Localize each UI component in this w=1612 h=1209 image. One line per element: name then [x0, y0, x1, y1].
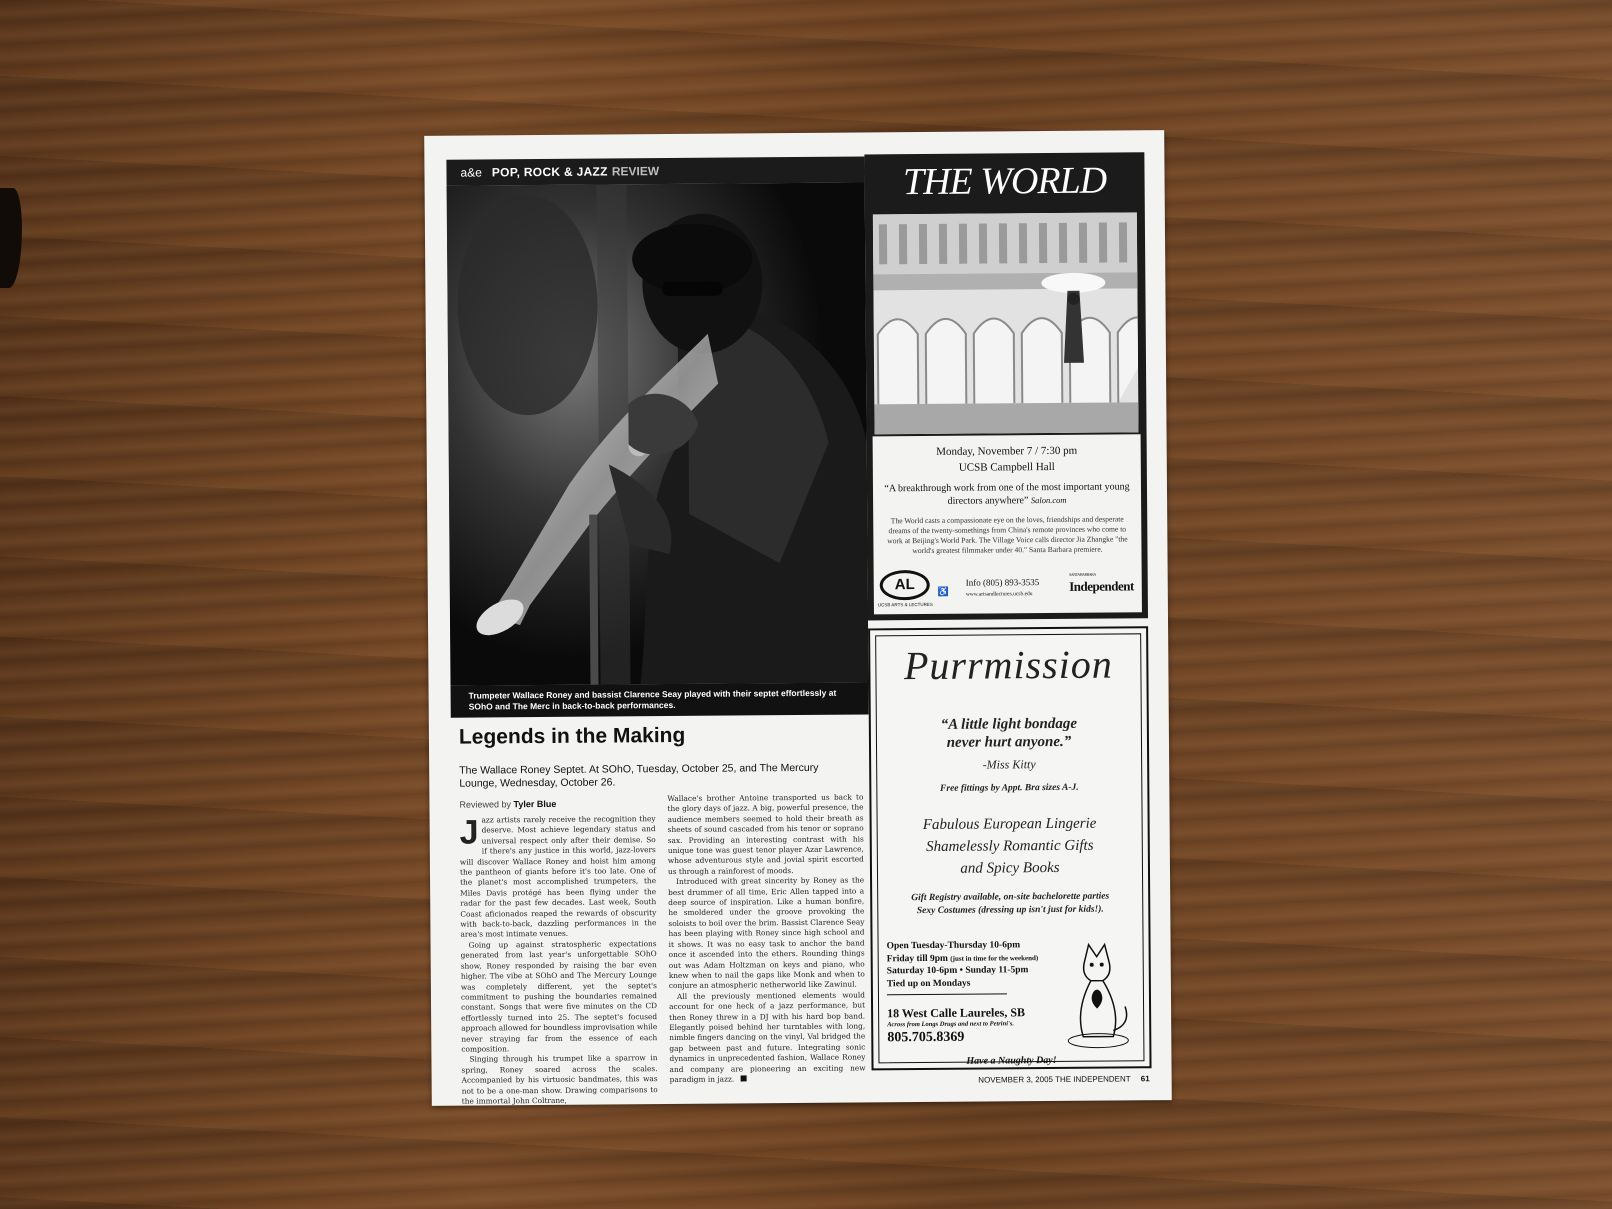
quote-source: Salon.com [1030, 494, 1067, 506]
paragraph: azz artists rarely receive the recognition they deserve. Most achieve legendary status and universal respect only after their demise. So if there's any justice in this world, jazz-lovers will discover Wallace Roney and hoist him among the pantheon of giants before it's too late. One of the planet's most accomplished trumpeters, the Miles Davis protégé has been flying under the radar for the past few decades. Last week, South Coast aficionados reaped the rewards of obscurity with back-to-back, dazzling performances in the area's most intimate venues. [459, 814, 657, 940]
purrmission-quote [877, 714, 1141, 752]
newspaper-page [424, 130, 1172, 1106]
hours-line: Tied up on Mondays [886, 978, 971, 989]
independent-logo-small: SANTA BARBARA [1069, 571, 1096, 577]
arts-lectures-logo: AL [880, 570, 930, 600]
trumpeter-photo [447, 182, 869, 685]
purrmission-fittings: Free fittings by Appt. Bra sizes A-J. [939, 782, 1079, 794]
world-ad-photo [873, 212, 1139, 434]
paragraph: Going up against stratospheric expectations generated from last year's unforgettable SOhO show, Roney responded by raising the bar even higher. The vibe at SOhO and The Mercury Lounge was completely different, yet the septet's commitment to pushing the boundaries remained constant. Songs that were five minutes on the CD effortlessly turned into 25. The septet's focused approach allowed for boundless improvisation while never straying far from the essence of each composition. [460, 938, 658, 1054]
byline [459, 799, 556, 810]
quote-line: “A little light bondage [940, 715, 1078, 733]
arcade-illustration [873, 212, 1139, 434]
world-ad-text [873, 434, 1142, 614]
wood-stain [0, 188, 22, 288]
article-column-1 [460, 814, 658, 1107]
purrmission-services [878, 890, 1142, 918]
purrmission-title: Purrmission [903, 641, 1113, 689]
page-number: 61 [1140, 1074, 1150, 1084]
purrmission-tagline: Have a Naughty Day! [966, 1054, 1057, 1067]
purrmission-attribution: -Miss Kitty [982, 757, 1036, 772]
purrmission-address-note: Across from Longs Drugs and next to Petrini's. [887, 1020, 1015, 1029]
article-headline: Legends in the Making [458, 723, 686, 749]
accessibility-icon: ♿ [937, 587, 950, 598]
the-world-ad [864, 152, 1148, 620]
section-ae: a&e [460, 165, 482, 180]
paragraph: Wallace's brother Antoine transported us back to the glory days of jazz. A big, powerful presence, the audience members seemed to hold their breath as sheets of sound cascaded from his tenor or soprano sax. Providing an interesting contrast with his unique tone was guest tenor player Azar Lawrence, whose adventurous style and jovial spirit escorted us through a rainforest of moods. [667, 792, 864, 876]
paragraph: Singing through his trumpet like a sparrow in spring, Roney soared across the scales. Accompanied by his virtuosic bandmates, this was not to be a one-man show. Drawing comparisons to the immortal John Coltrane, [461, 1053, 658, 1106]
section-review: REVIEW [611, 164, 660, 179]
dropcap: J [459, 813, 479, 852]
purrmission-ad-border [875, 633, 1144, 1067]
independent-logo [1069, 571, 1134, 595]
page-footer [978, 1074, 1149, 1084]
purrmission-products [878, 812, 1143, 880]
hours-note: (just in time for the weekend) [950, 953, 1039, 963]
world-ad-title: THE WORLD [902, 159, 1107, 204]
footer-paper: THE INDEPENDENT [1055, 1074, 1131, 1084]
arts-lectures-caption: UCSB ARTS & LECTURES [877, 601, 933, 608]
service-line: Sexy Costumes (dressing up isn't just for kids!). [916, 904, 1104, 917]
world-ad-url: www.artsandlectures.ucsb.edu [965, 591, 1033, 598]
divider [887, 993, 1007, 995]
article-column-2 [667, 792, 865, 1085]
hours-line: Saturday 10-6pm • Sunday 11-5pm [886, 965, 1029, 977]
end-mark-icon [740, 1075, 746, 1081]
product-line: Shamelessly Romantic Gifts [925, 837, 1094, 856]
world-ad-quote [883, 480, 1131, 508]
purrmission-phone: 805.705.8369 [887, 1029, 965, 1046]
photo-caption: Trumpeter Wallace Roney and bassist Clarence Seay played with their septet effortlessly at SOhO and The Merc in back-to-back performances. [451, 682, 869, 717]
independent-logo-text: Independent [1069, 578, 1134, 594]
product-line: and Spicy Books [960, 859, 1060, 877]
world-ad-venue: UCSB Campbell Hall [958, 460, 1055, 474]
service-line: Gift Registry available, on-site bachelorette parties [911, 891, 1110, 904]
quote-text: “A breakthrough work from one of the most important young directors anywhere” [884, 481, 1130, 507]
purrmission-address: 18 West Calle Laureles, SB [887, 1005, 1026, 1021]
paragraph [669, 990, 866, 1085]
byline-label: Reviewed by [459, 799, 512, 810]
footer-date: NOVEMBER 3, 2005 [978, 1075, 1054, 1085]
purrmission-hours [887, 939, 1039, 990]
article-subhead: The Wallace Roney Septet. At SOhO, Tuesday, October 25, and The Mercury Lounge, Wednesday, October 26. [459, 761, 819, 790]
world-ad-date: Monday, November 7 / 7:30 pm [936, 444, 1078, 458]
paragraph-text: All the previously mentioned elements would account for one heck of a jazz performance, but then Roney threw in a DJ with his hard bop band. Elegantly poised behind her turntables with long, nimble fingers dancing on the vinyl, Val bridged the gap between past and future. Integrating sonic dynamics in unprecedented fashion, Wallace Roney and company are pioneering an exciting new paradigm in jazz. [669, 990, 866, 1084]
quote-line: never hurt anyone.” [946, 733, 1072, 751]
world-ad-info: Info (805) 893-3535 [965, 577, 1040, 588]
trumpeter-illustration [447, 182, 869, 685]
world-ad-footer [874, 568, 1142, 610]
byline-name: Tyler Blue [513, 798, 557, 810]
world-ad-description: The World casts a compassionate eye on the loves, friendships and desperate dreams of the twenty-somethings from China's remote provinces who come to work at Beijing's World Park. The Village Voice calls director Jia Zhangke "the world's greatest filmmaker under 40." Santa Barbara premiere. [887, 514, 1128, 556]
hours-line: Open Tuesday-Thursday 10-6pm [886, 940, 1021, 952]
section-title: POP, ROCK & JAZZ [491, 164, 608, 180]
hours-text: Friday till 9pm [886, 953, 948, 964]
paragraph: Introduced with great sincerity by Roney as the best drummer of all time, Eric Allen tapped into a deep source of inspiration. Like a human bonfire, he smoldered under the groove provoking the soloists to boil over the brim. Bassist Clarence Seay has been playing with Roney since high school and it shows. It was no easy task to anchor the band once it ascended into the ethers. Rounding things out was Adam Holtzman on keys and piano, who knew when to nail the gaps like Monk and when to conjure an atmospheric netherworld like Zawinul. [668, 875, 865, 991]
product-line: Fabulous European Lingerie [922, 815, 1097, 834]
purrmission-ad [868, 626, 1151, 1070]
hours-line [887, 952, 1039, 966]
cat-icon [1065, 940, 1136, 1051]
section-header [446, 156, 864, 185]
